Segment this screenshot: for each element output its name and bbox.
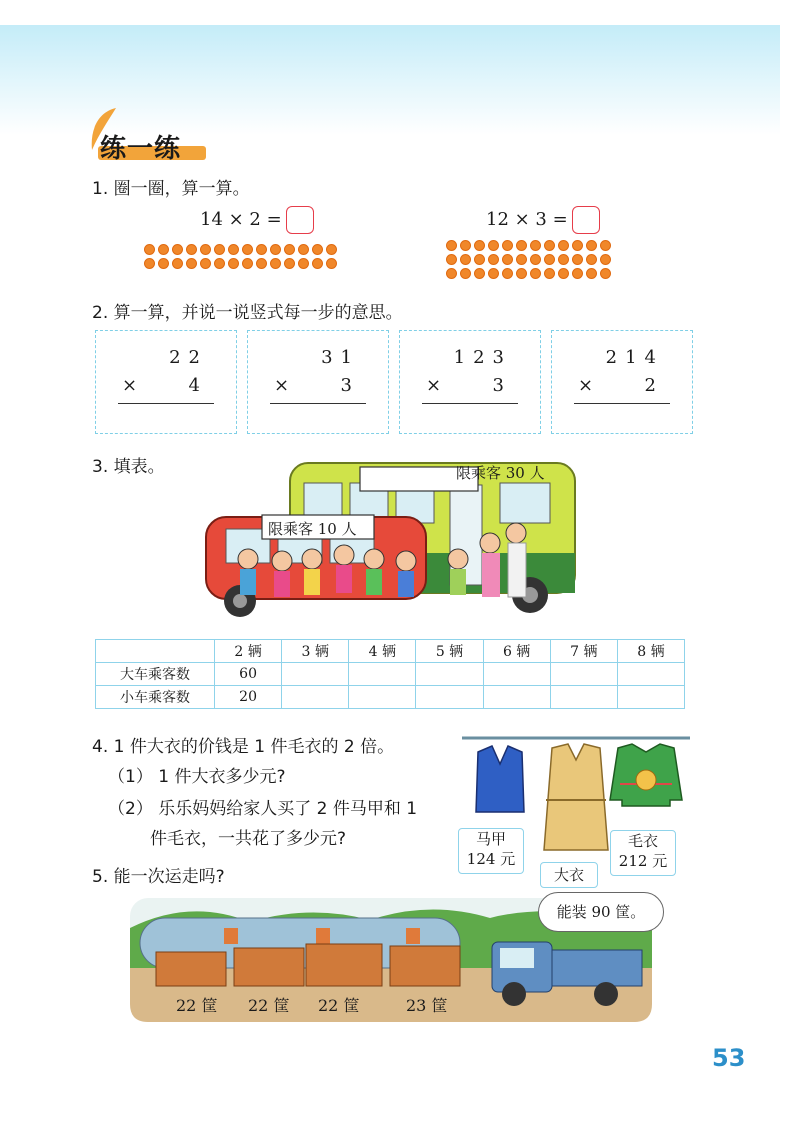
counter-dot	[326, 258, 337, 269]
big-bus-sign: 限乘客 30 人	[456, 464, 545, 482]
page-number: 53	[712, 1044, 746, 1072]
counter-dot	[446, 254, 457, 265]
counter-dot	[256, 244, 267, 255]
multiplicand: 22	[169, 347, 208, 368]
counter-dot	[158, 244, 169, 255]
counter-dot	[586, 254, 597, 265]
counter-dot	[326, 244, 337, 255]
q1-expr-b: 12 × 3 =	[486, 206, 600, 234]
counter-dot	[144, 244, 155, 255]
counter-dot	[172, 258, 183, 269]
vertical-calc-box: 214 × 2	[551, 330, 693, 434]
counter-dot	[214, 258, 225, 269]
multiplier: 3	[340, 375, 360, 396]
counter-dot	[488, 268, 499, 279]
vertical-calc-box: 123 × 3	[399, 330, 541, 434]
q2-title: 2. 算一算，并说一说竖式每一步的意思。	[92, 303, 403, 323]
counter-dot	[186, 258, 197, 269]
truck-speech-bubble: 能装 90 筐。	[538, 892, 664, 932]
counter-dot	[158, 258, 169, 269]
small-bus-sign: 限乘客 10 人	[268, 520, 357, 538]
answer-box[interactable]	[572, 206, 600, 234]
counter-dot	[530, 268, 541, 279]
dot-grid-a	[144, 244, 336, 269]
counter-dot	[200, 258, 211, 269]
counter-dot	[516, 268, 527, 279]
crate-count-label: 22 筐	[318, 996, 360, 1015]
counter-dot	[214, 244, 225, 255]
counter-dot	[488, 254, 499, 265]
counter-dot	[586, 268, 597, 279]
q3-title: 3. 填表。	[92, 457, 165, 477]
counter-dot	[488, 240, 499, 251]
multiplicand: 31	[321, 347, 360, 368]
counter-dot	[298, 258, 309, 269]
counter-dot	[186, 244, 197, 255]
counter-dot	[460, 254, 471, 265]
counter-dot	[502, 268, 513, 279]
counter-dot	[572, 254, 583, 265]
crate-count-label: 23 筐	[406, 996, 448, 1015]
vest-price-tag: 马甲 124 元	[458, 828, 524, 874]
q5-title: 5. 能一次运走吗?	[92, 867, 225, 887]
counter-dot	[312, 244, 323, 255]
counter-dot	[530, 240, 541, 251]
multiplier: 4	[188, 375, 208, 396]
crate-count-label: 22 筐	[248, 996, 290, 1015]
counter-dot	[600, 254, 611, 265]
q4-sub1: （1） 1 件大衣多少元?	[108, 767, 286, 787]
multiplicand: 214	[605, 347, 664, 368]
counter-dot	[284, 258, 295, 269]
counter-dot	[228, 244, 239, 255]
counter-dot	[270, 258, 281, 269]
counter-dot	[172, 244, 183, 255]
counter-dot	[474, 268, 485, 279]
counter-dot	[530, 254, 541, 265]
counter-dot	[558, 254, 569, 265]
counter-dot	[200, 244, 211, 255]
counter-dot	[270, 244, 281, 255]
counter-dot	[502, 240, 513, 251]
dot-grid-b	[446, 240, 610, 279]
counter-dot	[256, 258, 267, 269]
counter-dot	[474, 254, 485, 265]
counter-dot	[242, 244, 253, 255]
counter-dot	[228, 258, 239, 269]
q4-sub2-line2: 件毛衣，一共花了多少元?	[150, 829, 347, 849]
counter-dot	[600, 268, 611, 279]
counter-dot	[516, 254, 527, 265]
coat-tag: 大衣	[540, 862, 598, 888]
section-title: 练一练	[100, 134, 182, 164]
counter-dot	[586, 240, 597, 251]
crate-count-label: 22 筐	[176, 996, 218, 1015]
table-header-row: 2 辆 3 辆 4 辆 5 辆 6 辆 7 辆 8 辆	[96, 640, 685, 663]
counter-dot	[544, 268, 555, 279]
counter-dot	[446, 240, 457, 251]
counter-dot	[558, 268, 569, 279]
section-heading	[92, 128, 206, 162]
table-row: 小车乘客数 20	[96, 686, 685, 709]
counter-dot	[312, 258, 323, 269]
counter-dot	[502, 254, 513, 265]
counter-dot	[600, 240, 611, 251]
counter-dot	[242, 258, 253, 269]
counter-dot	[558, 240, 569, 251]
answer-box[interactable]	[286, 206, 314, 234]
counter-dot	[460, 268, 471, 279]
multiplier: 2	[644, 375, 664, 396]
multiplier: 3	[492, 375, 512, 396]
counter-dot	[460, 240, 471, 251]
counter-dot	[298, 244, 309, 255]
counter-dot	[284, 244, 295, 255]
counter-dot	[572, 268, 583, 279]
vertical-calc-box: 31 × 3	[247, 330, 389, 434]
q1-expr-a: 14 × 2 =	[200, 206, 314, 234]
counter-dot	[544, 240, 555, 251]
passenger-table	[95, 639, 685, 709]
q4-sub2-line1: （2） 乐乐妈妈给家人买了 2 件马甲和 1	[108, 799, 418, 819]
counter-dot	[474, 240, 485, 251]
multiplicand: 123	[453, 347, 512, 368]
counter-dot	[446, 268, 457, 279]
vertical-calc-box: 22 × 4	[95, 330, 237, 434]
q1-title: 1. 圈一圈，算一算。	[92, 179, 250, 199]
counter-dot	[572, 240, 583, 251]
counter-dot	[144, 258, 155, 269]
counter-dot	[516, 240, 527, 251]
sweater-price-tag: 毛衣 212 元	[610, 830, 676, 876]
counter-dot	[544, 254, 555, 265]
table-row: 大车乘客数 60	[96, 663, 685, 686]
q4-title: 4. 1 件大衣的价钱是 1 件毛衣的 2 倍。	[92, 737, 395, 757]
